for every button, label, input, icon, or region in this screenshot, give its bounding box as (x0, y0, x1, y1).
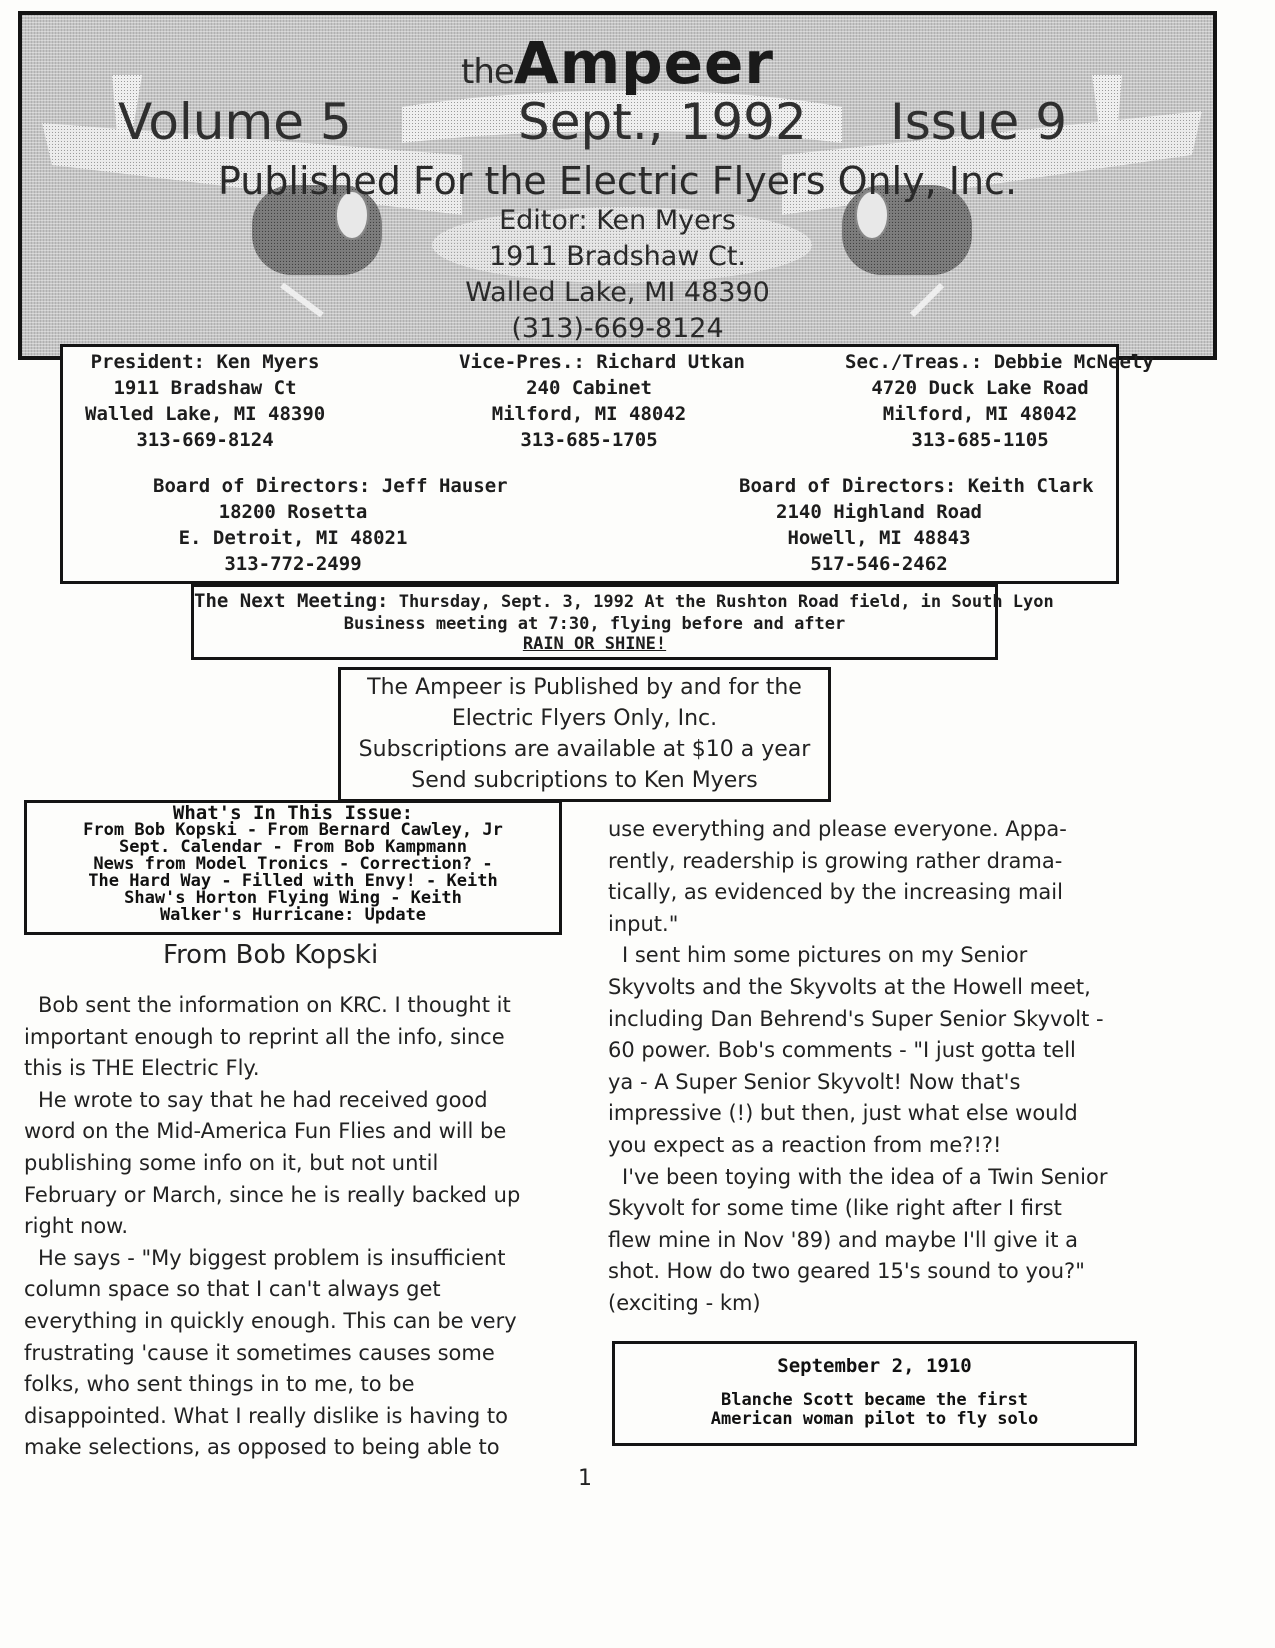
director-keith-clark (739, 473, 1094, 577)
text-line: you expect as a reaction from me?!?! (608, 1132, 1002, 1157)
text-line: Bob sent the information on KRC. I thought it (38, 993, 511, 1017)
article-paragraph (24, 1243, 584, 1464)
text-line: publishing some info on it, but not until (24, 1150, 439, 1175)
officer-phone: 313-685-1105 (911, 429, 1049, 451)
newsletter-title (22, 29, 1213, 97)
officer-secretary-treasurer (845, 349, 1154, 453)
contents-line: Sept. Calendar - From Bob Kampmann (119, 837, 467, 857)
article-left-column (24, 990, 584, 1464)
officer-street: 2140 Highland Road (776, 501, 982, 523)
history-text (615, 1391, 1134, 1429)
officer-city: E. Detroit, MI 48021 (178, 527, 408, 549)
contents-line: Shaw's Horton Flying Wing - Keith (124, 888, 462, 908)
officer-city: Walled Lake, MI 48390 (85, 403, 326, 425)
officer-street: 4720 Duck Lake Road (871, 377, 1089, 399)
article-paragraph (24, 1085, 584, 1243)
masthead-banner (18, 11, 1217, 360)
text-line: right now. (24, 1214, 129, 1239)
officer-title: Board of Directors: Keith Clark (739, 475, 1094, 497)
text-line: frustrating 'cause it sometimes causes some (24, 1340, 495, 1365)
publication-line: Send subcriptions to Ken Myers (411, 768, 758, 793)
issue-number: Issue 9 (890, 93, 1068, 151)
contents-line: The Hard Way - Filled with Envy! - Keith (88, 871, 498, 891)
on-this-day-box (612, 1341, 1137, 1446)
officer-phone: 313-669-8124 (136, 429, 274, 451)
officer-city: Milford, MI 48042 (882, 403, 1078, 425)
issue-date: Sept., 1992 (518, 93, 807, 151)
table-of-contents-box (24, 800, 562, 935)
contents-heading: What's In This Issue: (172, 802, 414, 824)
article-paragraph (608, 940, 1168, 1161)
officer-street: 240 Cabinet (526, 377, 652, 399)
text-line: input." (608, 911, 679, 936)
editor-phone: (313)-669-8124 (511, 313, 724, 344)
text-line: folks, who sent things in to me, to be (24, 1372, 415, 1397)
meeting-details: Thursday, Sept. 3, 1992 At the Rushton Road field, in South Lyon (388, 592, 1054, 612)
title-name: Ampeer (513, 29, 774, 97)
director-jeff-hauser (153, 473, 508, 577)
meeting-schedule: Business meeting at 7:30, flying before and after (343, 614, 846, 634)
text-line: He wrote to say that he had received good (38, 1087, 488, 1112)
officer-president (85, 349, 325, 453)
officer-city: Howell, MI 48843 (787, 527, 971, 549)
text-line: word on the Mid-America Fun Flies and will be (24, 1119, 507, 1144)
contents-line: From Bob Kopski - From Bernard Cawley, Jr (83, 820, 503, 840)
meeting-rain-or-shine: RAIN OR SHINE! (522, 634, 667, 654)
officer-phone: 517-546-2462 (810, 553, 948, 575)
editor-line: Editor: Ken Myers (499, 205, 736, 236)
contents-line: News from Model Tronics - Correction? - (93, 854, 493, 874)
text-line: disappointed. What I really dislike is having to (24, 1403, 508, 1428)
text-line: this is THE Electric Fly. (24, 1056, 260, 1081)
officer-title: Sec./Treas.: Debbie McNeely (845, 351, 1154, 373)
officer-title: Vice-Pres.: Richard Utkan (459, 351, 745, 373)
text-line: I sent him some pictures on my Senior (622, 943, 1028, 968)
text-line: I've been toying with the idea of a Twin Senior (622, 1164, 1108, 1189)
text-line: He says - "My biggest problem is insufficient (38, 1245, 506, 1270)
text-line: (exciting - km) (608, 1290, 761, 1315)
publisher-line: Published For the Electric Flyers Only, Inc. (217, 159, 1018, 203)
article-right-column (608, 814, 1168, 1320)
history-line: Blanche Scott became the first (720, 1390, 1029, 1410)
volume-number: Volume 5 (118, 93, 352, 151)
text-line: Skyvolts and the Skyvolts at the Howell meet, (608, 974, 1091, 999)
text-line: make selections, as opposed to being able to (24, 1435, 500, 1460)
officer-street: 1911 Bradshaw Ct (113, 377, 297, 399)
text-line: Skyvolt for some time (like right after I first (608, 1196, 1062, 1221)
text-line: 60 power. Bob's comments - "I just gotta tell (608, 1038, 1076, 1063)
text-line: everything in quickly enough. This can be very (24, 1308, 517, 1333)
officer-street: 18200 Rosetta (218, 501, 368, 523)
text-line: tically, as evidenced by the increasing mail (608, 880, 1063, 905)
article-paragraph (608, 814, 1168, 940)
officer-phone: 313-685-1705 (520, 429, 658, 451)
text-line: impressive (!) but then, just what else would (608, 1101, 1078, 1126)
publication-line: The Ampeer is Published by and for the (367, 675, 802, 700)
article-heading: From Bob Kopski (163, 940, 379, 970)
officer-title: President: Ken Myers (90, 351, 320, 373)
history-line: American woman pilot to fly solo (710, 1409, 1039, 1429)
officers-box (60, 344, 1154, 584)
title-prefix: the (461, 52, 514, 92)
text-line: February or March, since he is really backed up (24, 1182, 521, 1207)
text-line: rently, readership is growing rather drama- (608, 848, 1063, 873)
text-line: column space so that I can't always get (24, 1277, 441, 1302)
text-line: shot. How do two geared 15's sound to you?" (608, 1259, 1085, 1284)
history-date: September 2, 1910 (777, 1355, 972, 1377)
text-line: ya - A Super Senior Skyvolt! Now that's (608, 1069, 1021, 1094)
officer-title: Board of Directors: Jeff Hauser (153, 475, 508, 497)
contents-line: Walker's Hurricane: Update (159, 905, 427, 925)
editor-street: 1911 Bradshaw Ct. (488, 241, 746, 272)
page-number: 1 (578, 1466, 592, 1491)
meeting-line (194, 590, 1054, 612)
editor-city: Walled Lake, MI 48390 (465, 277, 770, 308)
publication-line: Electric Flyers Only, Inc. (451, 706, 718, 731)
officer-vice-president (459, 349, 745, 453)
officer-city: Milford, MI 48042 (491, 403, 687, 425)
text-line: including Dan Behrend's Super Senior Skyvolt - (608, 1006, 1104, 1031)
text-line: important enough to reprint all the info, since (24, 1024, 505, 1049)
article-paragraph (608, 1162, 1168, 1320)
text-line: flew mine in Nov '89) and maybe I'll give it a (608, 1227, 1079, 1252)
meeting-label: The Next Meeting: (194, 590, 389, 612)
publication-info-box (338, 667, 831, 802)
text-line: use everything and please everyone. Appa- (608, 817, 1067, 841)
publication-line: Subscriptions are available at $10 a year (358, 737, 811, 762)
officer-phone: 313-772-2499 (224, 553, 362, 575)
next-meeting-box (191, 584, 1054, 660)
article-paragraph (24, 990, 584, 1085)
